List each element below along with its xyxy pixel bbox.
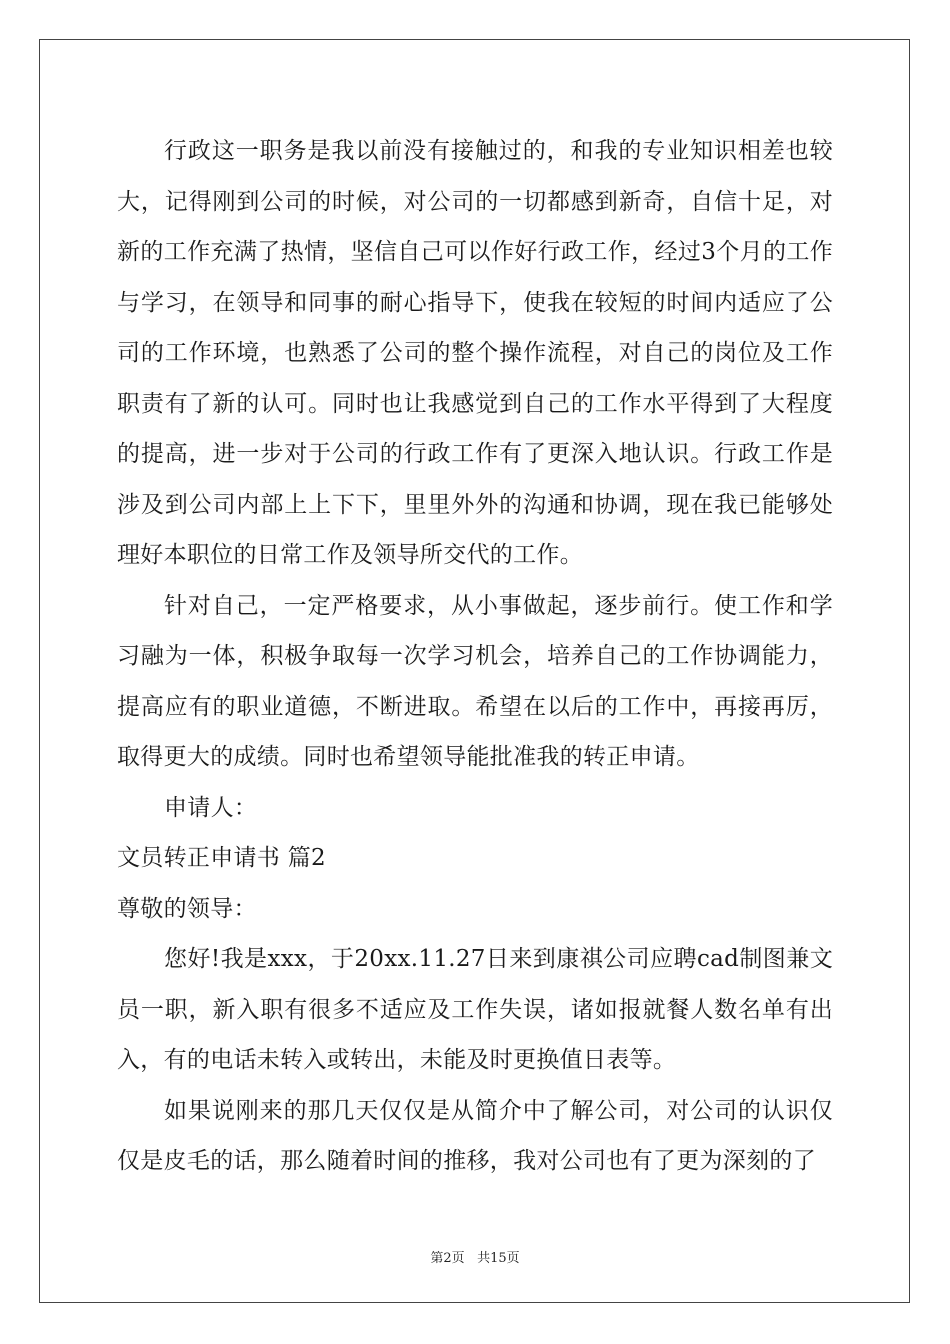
paragraph-introduction: 您好!我是xxx，于20xx.11.27日来到康祺公司应聘cad制图兼文员一职，新入职有很多不适应及工作失误，诸如报就餐人数名单有出入，有的电话未转入或转出，未能及时更换值日表等。: [117, 946, 833, 1073]
paragraph-self-requirements: 针对自己，一定严格要求，从小事做起，逐步前行。使工作和学习融为一体，积极争取每一次学习机会，培养自己的工作协调能力，提高应有的职业道德，不断进取。希望在以后的工作中，再接再厉，取得更大的成绩。同时也希望领导能批准我的转正申请。: [117, 592, 833, 770]
section-title: 文员转正申请书 篇2: [117, 845, 326, 871]
salutation: 尊敬的领导：: [117, 895, 257, 922]
page-number: 第2页: [430, 1251, 465, 1266]
page-footer: [0, 1247, 950, 1266]
applicant-signature-line: 申请人：: [164, 794, 258, 821]
page-total: 共15页: [477, 1251, 520, 1266]
paragraph-company-understanding: 如果说刚来的那几天仅仅是从简介中了解公司，对公司的认识仅仅是皮毛的话，那么随着时间的推移，我对公司也有了更为深刻的了: [117, 1097, 833, 1174]
document-body: [117, 126, 833, 1187]
paragraph-admin-experience: 行政这一职务是我以前没有接触过的，和我的专业知识相差也较大，记得刚到公司的时候，对公司的一切都感到新奇，自信十足，对新的工作充满了热情，坚信自己可以作好行政工作，经过3个月的工作与学习，在领导和同事的耐心指导下，使我在较短的时间内适应了公司的工作环境，也熟悉了公司的整个操作流程，对自己的岗位及工作职责有了新的认可。同时也让我感觉到自己的工作水平得到了大程度的提高，进一步对于公司的行政工作有了更深入地认识。行政工作是涉及到公司内部上上下下，里里外外的沟通和协调，现在我已能够处理好本职位的日常工作及领导所交代的工作。: [117, 138, 833, 568]
